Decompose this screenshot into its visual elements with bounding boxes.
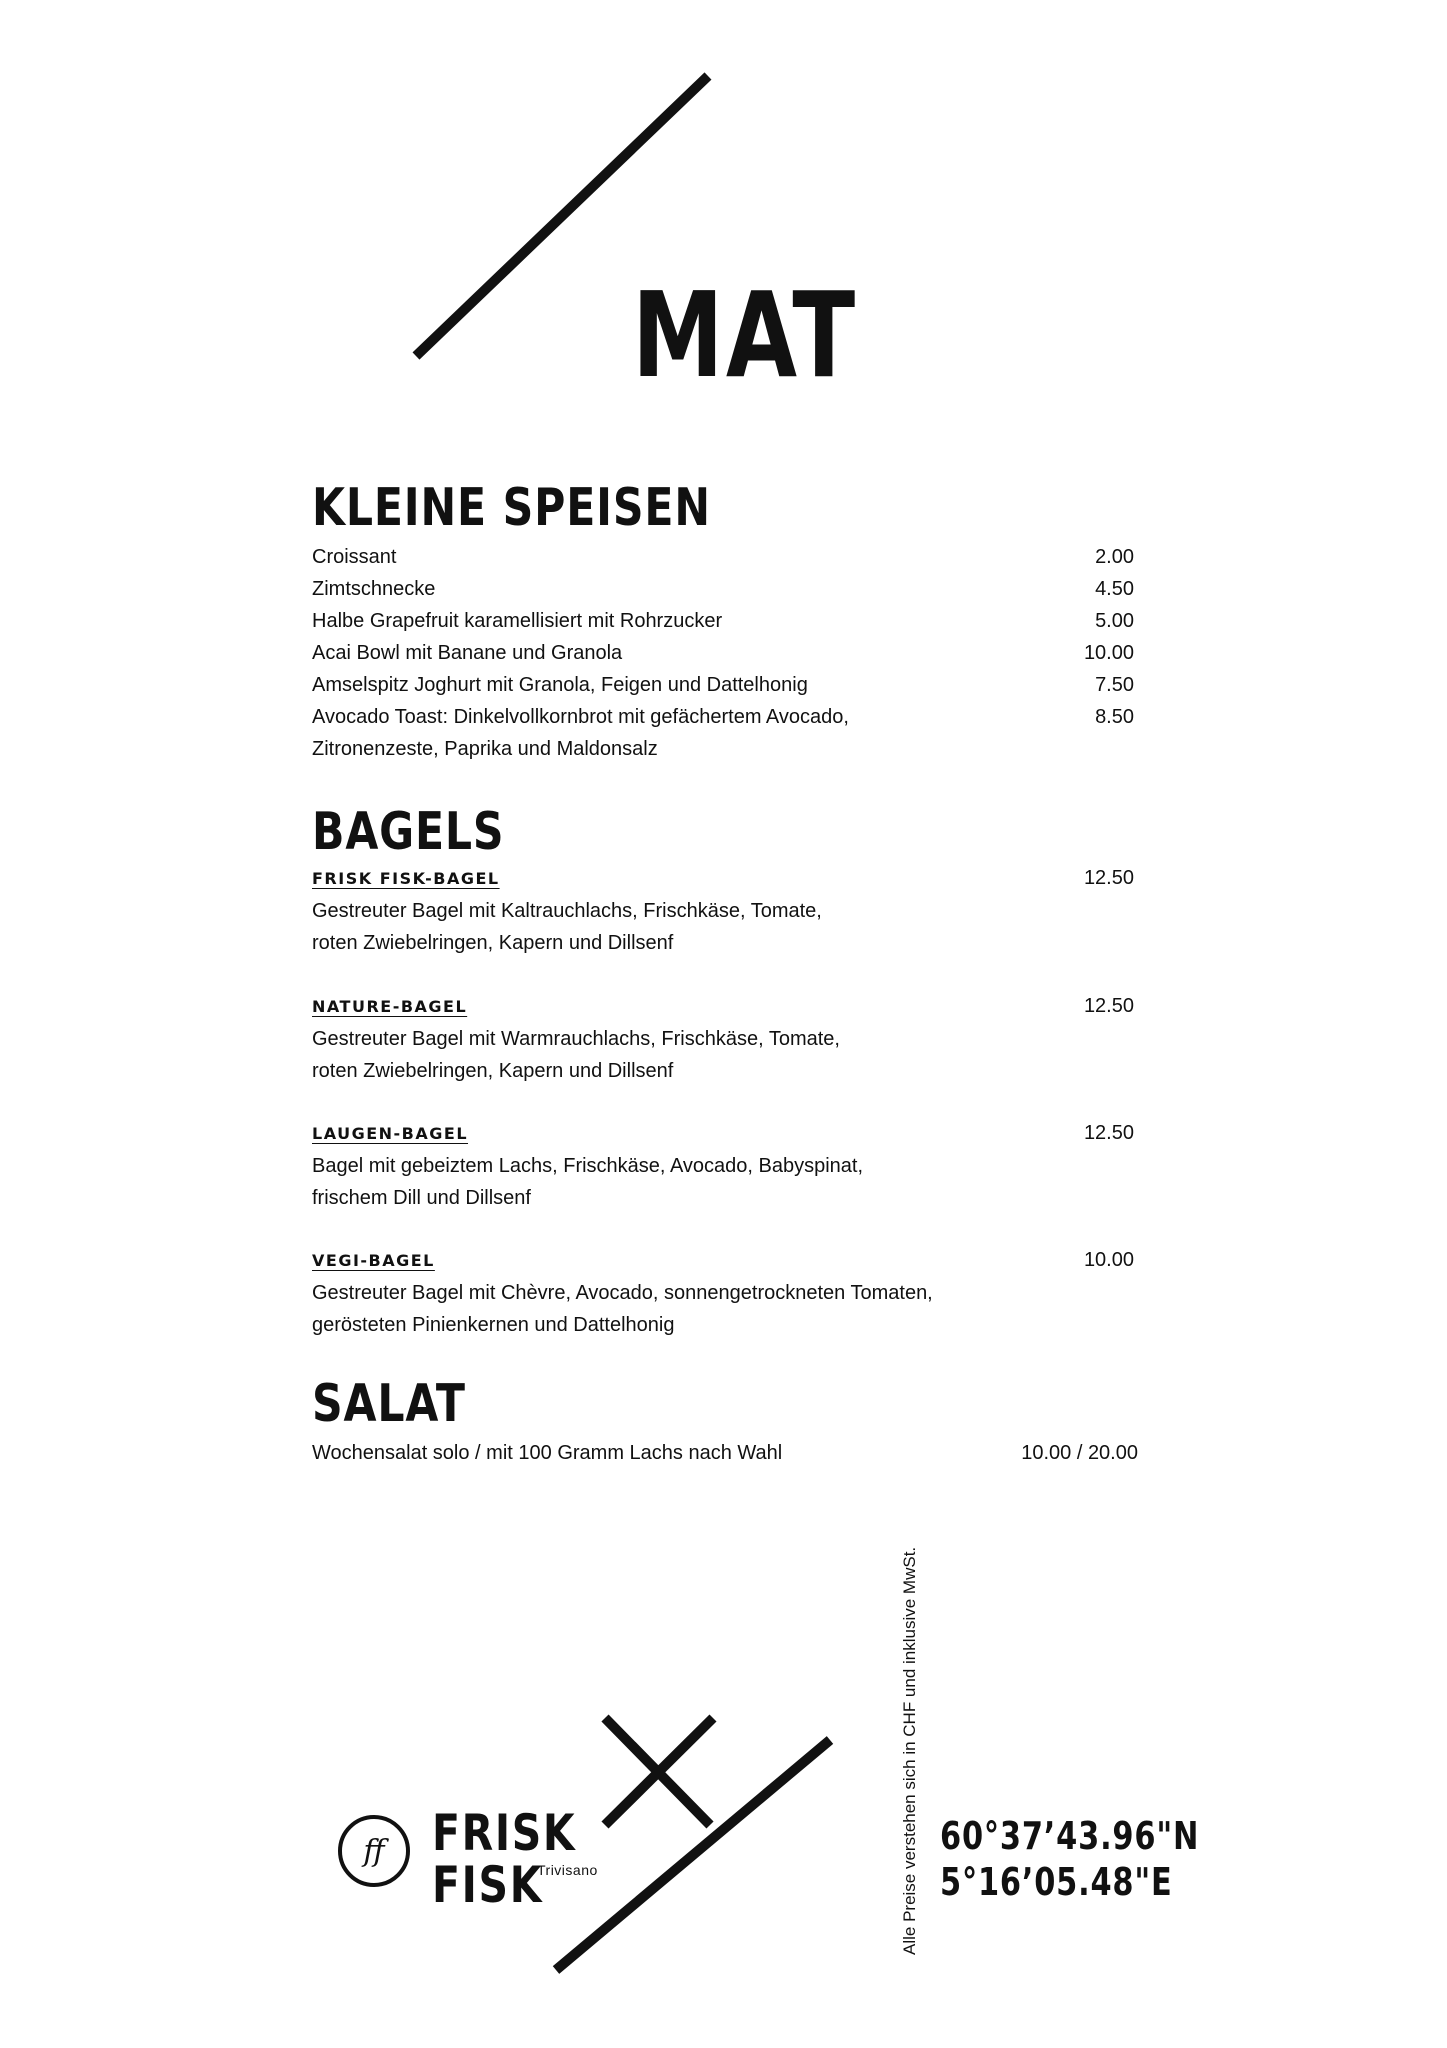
menu-item [312,541,1134,573]
item-name: LAUGEN-BAGEL [312,1124,469,1143]
brand-name-line1: FRISK [432,1804,577,1862]
item-name: Avocado Toast: Dinkelvollkornbrot mit gefächertem Avocado, [312,706,849,728]
item-description: frischem Dill und Dillsenf [312,1187,531,1209]
item-name: Acai Bowl mit Banane und Granola [312,642,623,664]
item-price: 10.00 [1083,1249,1134,1271]
brand-subtitle: Trivisano [537,1862,598,1878]
item-name: Croissant [312,546,397,568]
bagel-item-frisk-fisk [312,862,1134,959]
price-note: Alle Preise verstehen sich in CHF und inklusive MwSt. [900,1546,919,1955]
bottom-diagonal-stroke [556,1740,830,1970]
item-price: 12.50 [1083,995,1134,1017]
item-name: Wochensalat solo / mit 100 Gramm Lachs nach Wahl [312,1442,783,1464]
item-price: 2.00 [1095,546,1134,568]
bagel-item-vegi [312,1244,1134,1341]
menu-item [312,669,1134,701]
section-title-bagels: BAGELS [312,802,505,862]
menu-item [312,573,1134,605]
coordinate-longitude: 5°16’05.48"E [940,1860,1173,1904]
section-title-kleine-speisen: KLEINE SPEISEN [312,478,711,538]
item-name: NATURE-BAGEL [312,997,468,1016]
page-title: MAT [632,266,858,404]
coordinate-latitude: 60°37’43.96"N [940,1814,1200,1858]
menu-item [312,1437,1138,1469]
section-title-salat: SALAT [312,1374,466,1434]
item-name: Zimtschnecke [312,578,436,600]
menu-item [312,605,1134,637]
brand-logo-icon [338,1815,410,1887]
bagel-item-laugen [312,1117,1134,1214]
item-price: 10.00 / 20.00 [1021,1442,1138,1464]
item-description: roten Zwiebelringen, Kapern und Dillsenf [312,1060,674,1082]
item-name: Amselspitz Joghurt mit Granola, Feigen und Dattelhonig [312,674,808,696]
brand-name-line2: FISK [432,1856,544,1914]
item-price: 8.50 [1095,706,1134,728]
menu-item-continuation [312,733,1134,765]
item-description: Bagel mit gebeiztem Lachs, Frischkäse, Avocado, Babyspinat, [312,1155,864,1177]
item-name: FRISK FISK-BAGEL [312,869,500,888]
item-name: Halbe Grapefruit karamellisiert mit Rohrzucker [312,610,723,632]
logo-mark: ff [363,1833,385,1869]
item-price: 12.50 [1083,1122,1134,1144]
item-price: 5.00 [1095,610,1134,632]
bagel-item-nature [312,990,1134,1087]
menu-item [312,637,1134,669]
item-name: Zitronenzeste, Paprika und Maldonsalz [312,738,658,760]
item-description: gerösteten Pinienkernen und Dattelhonig [312,1314,675,1336]
item-description: roten Zwiebelringen, Kapern und Dillsenf [312,932,674,954]
item-price: 12.50 [1083,867,1134,889]
item-description: Gestreuter Bagel mit Warmrauchlachs, Frischkäse, Tomate, [312,1028,840,1050]
item-price: 10.00 [1083,642,1134,664]
item-description: Gestreuter Bagel mit Kaltrauchlachs, Frischkäse, Tomate, [312,900,822,922]
menu-item [312,701,1134,733]
item-price: 4.50 [1095,578,1134,600]
item-name: VEGI-BAGEL [312,1251,435,1270]
item-price: 7.50 [1095,674,1134,696]
item-description: Gestreuter Bagel mit Chèvre, Avocado, sonnengetrockneten Tomaten, [312,1282,933,1304]
